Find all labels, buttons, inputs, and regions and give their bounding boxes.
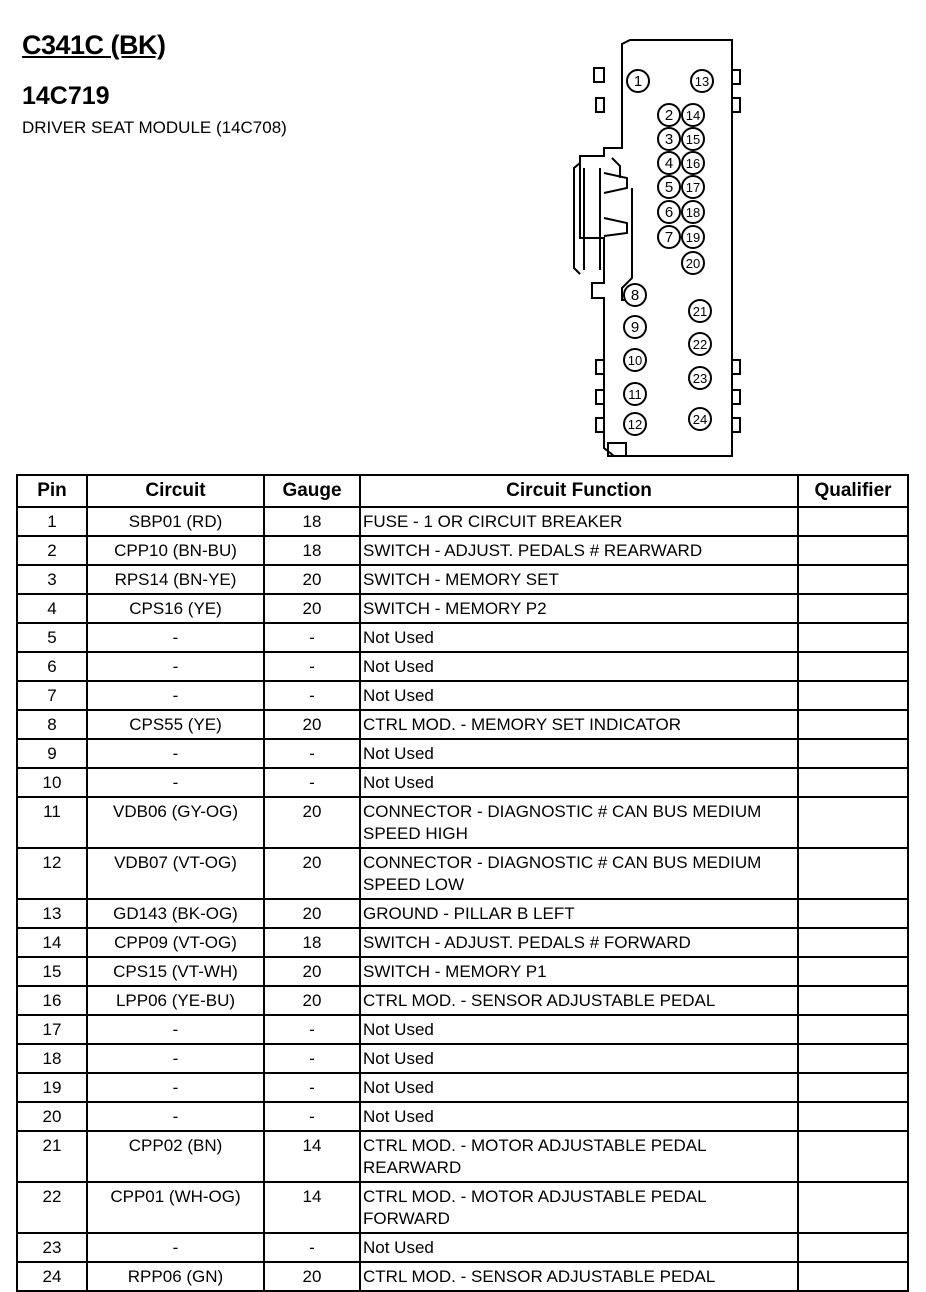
gauge-cell: - — [264, 1015, 360, 1044]
table-row — [17, 710, 908, 739]
qualifier-column-header: Qualifier — [798, 475, 908, 507]
gauge-cell: - — [264, 1102, 360, 1131]
pin-number-label: 14 — [685, 108, 701, 123]
gauge-cell: - — [264, 1073, 360, 1102]
table-row — [17, 1262, 908, 1291]
qualifier-cell — [798, 986, 908, 1015]
pin-number-label: 18 — [685, 205, 701, 220]
circuit-cell: - — [87, 1102, 264, 1131]
gauge-cell: 20 — [264, 797, 360, 848]
connector-pin — [682, 104, 704, 126]
gauge-cell: - — [264, 768, 360, 797]
pin-number-label: 24 — [692, 412, 708, 427]
table-row — [17, 957, 908, 986]
connector-pin — [682, 201, 704, 223]
pin-cell: 15 — [17, 957, 87, 986]
gauge-cell: - — [264, 1044, 360, 1073]
connector-face-diagram — [572, 38, 752, 468]
pin-cell: 20 — [17, 1102, 87, 1131]
table-row — [17, 536, 908, 565]
function-cell: SWITCH - ADJUST. PEDALS # REARWARD — [360, 536, 798, 565]
pin-number-label: 2 — [664, 107, 674, 124]
pin-number-label: 3 — [664, 131, 674, 148]
qualifier-cell — [798, 1182, 908, 1233]
function-cell: Not Used — [360, 1102, 798, 1131]
pin-number-label: 6 — [664, 204, 674, 221]
function-cell: CTRL MOD. - MOTOR ADJUSTABLE PEDAL REARWARD — [360, 1131, 798, 1182]
qualifier-cell — [798, 565, 908, 594]
qualifier-cell — [798, 507, 908, 536]
function-cell: FUSE - 1 OR CIRCUIT BREAKER — [360, 507, 798, 536]
pin-number-label: 13 — [694, 74, 710, 89]
qualifier-cell — [798, 957, 908, 986]
pin-cell: 23 — [17, 1233, 87, 1262]
pin-cell: 16 — [17, 986, 87, 1015]
pin-number-label: 9 — [630, 319, 640, 336]
gauge-cell: 20 — [264, 957, 360, 986]
table-row — [17, 1044, 908, 1073]
connector-pin — [689, 367, 711, 389]
function-cell: SWITCH - MEMORY P1 — [360, 957, 798, 986]
qualifier-cell — [798, 768, 908, 797]
connector-pin — [658, 128, 680, 150]
pin-cell: 24 — [17, 1262, 87, 1291]
function-cell: CTRL MOD. - SENSOR ADJUSTABLE PEDAL — [360, 986, 798, 1015]
function-cell: GROUND - PILLAR B LEFT — [360, 899, 798, 928]
connector-pin — [624, 413, 646, 435]
circuit-cell: VDB06 (GY-OG) — [87, 797, 264, 848]
function-cell: CTRL MOD. - MEMORY SET INDICATOR — [360, 710, 798, 739]
gauge-column-header: Gauge — [264, 475, 360, 507]
function-cell: Not Used — [360, 652, 798, 681]
table-row — [17, 623, 908, 652]
pin-number-label: 11 — [628, 387, 642, 402]
circuit-cell: - — [87, 768, 264, 797]
function-cell: SWITCH - ADJUST. PEDALS # FORWARD — [360, 928, 798, 957]
function-cell: CTRL MOD. - SENSOR ADJUSTABLE PEDAL — [360, 1262, 798, 1291]
pinout-table — [16, 474, 909, 1292]
pin-cell: 21 — [17, 1131, 87, 1182]
circuit-cell: SBP01 (RD) — [87, 507, 264, 536]
function-cell: CTRL MOD. - MOTOR ADJUSTABLE PEDAL FORWARD — [360, 1182, 798, 1233]
pin-cell: 19 — [17, 1073, 87, 1102]
gauge-cell: 20 — [264, 565, 360, 594]
gauge-cell: 14 — [264, 1182, 360, 1233]
function-cell: Not Used — [360, 623, 798, 652]
qualifier-cell — [798, 928, 908, 957]
gauge-cell: 20 — [264, 848, 360, 899]
connector-pin — [658, 104, 680, 126]
table-row — [17, 507, 908, 536]
table-row — [17, 1182, 908, 1233]
circuit-cell: - — [87, 1233, 264, 1262]
table-row — [17, 928, 908, 957]
qualifier-cell — [798, 1102, 908, 1131]
qualifier-cell — [798, 899, 908, 928]
gauge-cell: 18 — [264, 536, 360, 565]
function-cell: Not Used — [360, 1015, 798, 1044]
pin-number-label: 16 — [685, 156, 701, 171]
module-name: DRIVER SEAT MODULE (14C708) — [22, 118, 287, 137]
table-row — [17, 1233, 908, 1262]
connector-pin — [658, 176, 680, 198]
table-row — [17, 1015, 908, 1044]
qualifier-cell — [798, 1262, 908, 1291]
circuit-cell: LPP06 (YE-BU) — [87, 986, 264, 1015]
connector-title: C341C (BK) — [22, 30, 166, 60]
gauge-cell: 14 — [264, 1131, 360, 1182]
circuit-column-header: Circuit — [87, 475, 264, 507]
gauge-cell: 20 — [264, 710, 360, 739]
gauge-cell: - — [264, 739, 360, 768]
pin-rows — [17, 507, 908, 1291]
pin-cell: 4 — [17, 594, 87, 623]
gauge-cell: 18 — [264, 928, 360, 957]
pin-cell: 17 — [17, 1015, 87, 1044]
function-column-header: Circuit Function — [360, 475, 798, 507]
table-row — [17, 1131, 908, 1182]
qualifier-cell — [798, 681, 908, 710]
qualifier-cell — [798, 710, 908, 739]
table-row — [17, 797, 908, 848]
table-row — [17, 681, 908, 710]
pin-number-label: 15 — [685, 132, 701, 147]
pin-number-label: 7 — [664, 229, 674, 246]
connector-pin — [691, 70, 713, 92]
circuit-cell: CPP01 (WH-OG) — [87, 1182, 264, 1233]
pin-number-label: 8 — [630, 287, 640, 304]
part-number: 14C719 — [22, 82, 110, 110]
circuit-cell: RPS14 (BN-YE) — [87, 565, 264, 594]
circuit-cell: - — [87, 1073, 264, 1102]
gauge-cell: - — [264, 623, 360, 652]
pin-number-label: 12 — [627, 417, 643, 432]
pin-cell: 3 — [17, 565, 87, 594]
pin-number-label: 20 — [685, 256, 701, 271]
circuit-cell: CPS15 (VT-WH) — [87, 957, 264, 986]
table-row — [17, 1102, 908, 1131]
circuit-cell: VDB07 (VT-OG) — [87, 848, 264, 899]
pin-number-label: 19 — [685, 230, 701, 245]
connector-pin — [682, 128, 704, 150]
pin-column-header: Pin — [17, 475, 87, 507]
circuit-cell: RPP06 (GN) — [87, 1262, 264, 1291]
connector-pin — [624, 284, 646, 306]
gauge-cell: - — [264, 1233, 360, 1262]
connector-pin — [658, 152, 680, 174]
pin-cell: 8 — [17, 710, 87, 739]
connector-pin — [627, 70, 649, 92]
qualifier-cell — [798, 1233, 908, 1262]
pin-cell: 2 — [17, 536, 87, 565]
function-cell: CONNECTOR - DIAGNOSTIC # CAN BUS MEDIUM SPEED HIGH — [360, 797, 798, 848]
pin-cell: 12 — [17, 848, 87, 899]
circuit-cell: - — [87, 1044, 264, 1073]
table-row — [17, 986, 908, 1015]
qualifier-cell — [798, 1015, 908, 1044]
pin-layer — [624, 70, 713, 435]
connector-pin — [624, 349, 646, 371]
qualifier-cell — [798, 594, 908, 623]
circuit-cell: CPP10 (BN-BU) — [87, 536, 264, 565]
table-row — [17, 652, 908, 681]
function-cell: SWITCH - MEMORY SET — [360, 565, 798, 594]
pin-number-label: 23 — [692, 371, 708, 386]
pin-cell: 22 — [17, 1182, 87, 1233]
gauge-cell: 20 — [264, 986, 360, 1015]
pin-number-label: 22 — [692, 337, 708, 352]
function-cell: Not Used — [360, 768, 798, 797]
qualifier-cell — [798, 536, 908, 565]
connector-body-outline — [580, 40, 732, 456]
pin-number-label: 21 — [692, 304, 708, 319]
qualifier-cell — [798, 1044, 908, 1073]
circuit-cell: - — [87, 681, 264, 710]
qualifier-cell — [798, 652, 908, 681]
gauge-cell: 20 — [264, 1262, 360, 1291]
table-row — [17, 1073, 908, 1102]
function-cell: CONNECTOR - DIAGNOSTIC # CAN BUS MEDIUM SPEED LOW — [360, 848, 798, 899]
qualifier-cell — [798, 1131, 908, 1182]
gauge-cell: 20 — [264, 899, 360, 928]
circuit-cell: GD143 (BK-OG) — [87, 899, 264, 928]
connector-pin — [624, 316, 646, 338]
connector-pin — [682, 226, 704, 248]
pin-cell: 9 — [17, 739, 87, 768]
pin-cell: 5 — [17, 623, 87, 652]
circuit-cell: - — [87, 739, 264, 768]
gauge-cell: - — [264, 681, 360, 710]
function-cell: Not Used — [360, 681, 798, 710]
pin-cell: 1 — [17, 507, 87, 536]
pin-number-label: 17 — [685, 180, 701, 195]
function-cell: SWITCH - MEMORY P2 — [360, 594, 798, 623]
connector-pin — [682, 176, 704, 198]
circuit-cell: CPP09 (VT-OG) — [87, 928, 264, 957]
connector-pin — [689, 408, 711, 430]
table-row — [17, 899, 908, 928]
qualifier-cell — [798, 623, 908, 652]
pin-cell: 18 — [17, 1044, 87, 1073]
circuit-cell: CPS55 (YE) — [87, 710, 264, 739]
pin-number-label: 5 — [664, 179, 674, 196]
connector-pin — [658, 201, 680, 223]
function-cell: Not Used — [360, 739, 798, 768]
connector-pin — [689, 333, 711, 355]
table-row — [17, 739, 908, 768]
connector-pin — [682, 252, 704, 274]
connector-pin — [624, 383, 646, 405]
qualifier-cell — [798, 1073, 908, 1102]
pin-cell: 10 — [17, 768, 87, 797]
table-row — [17, 594, 908, 623]
connector-pin — [682, 152, 704, 174]
pin-cell: 6 — [17, 652, 87, 681]
pin-cell: 14 — [17, 928, 87, 957]
pin-cell: 13 — [17, 899, 87, 928]
function-cell: Not Used — [360, 1044, 798, 1073]
table-row — [17, 565, 908, 594]
connector-pin — [658, 226, 680, 248]
function-cell: Not Used — [360, 1073, 798, 1102]
table-row — [17, 768, 908, 797]
qualifier-cell — [798, 848, 908, 899]
connector-pin — [689, 300, 711, 322]
circuit-cell: - — [87, 652, 264, 681]
pin-number-label: 10 — [627, 353, 643, 368]
qualifier-cell — [798, 739, 908, 768]
gauge-cell: 18 — [264, 507, 360, 536]
pin-number-label: 1 — [633, 73, 643, 90]
qualifier-cell — [798, 797, 908, 848]
circuit-cell: - — [87, 623, 264, 652]
circuit-cell: - — [87, 1015, 264, 1044]
circuit-cell: CPS16 (YE) — [87, 594, 264, 623]
gauge-cell: 20 — [264, 594, 360, 623]
pin-cell: 11 — [17, 797, 87, 848]
table-row — [17, 848, 908, 899]
function-cell: Not Used — [360, 1233, 798, 1262]
gauge-cell: - — [264, 652, 360, 681]
pin-number-label: 4 — [664, 155, 674, 172]
pin-cell: 7 — [17, 681, 87, 710]
circuit-cell: CPP02 (BN) — [87, 1131, 264, 1182]
table-header-row — [17, 475, 908, 507]
